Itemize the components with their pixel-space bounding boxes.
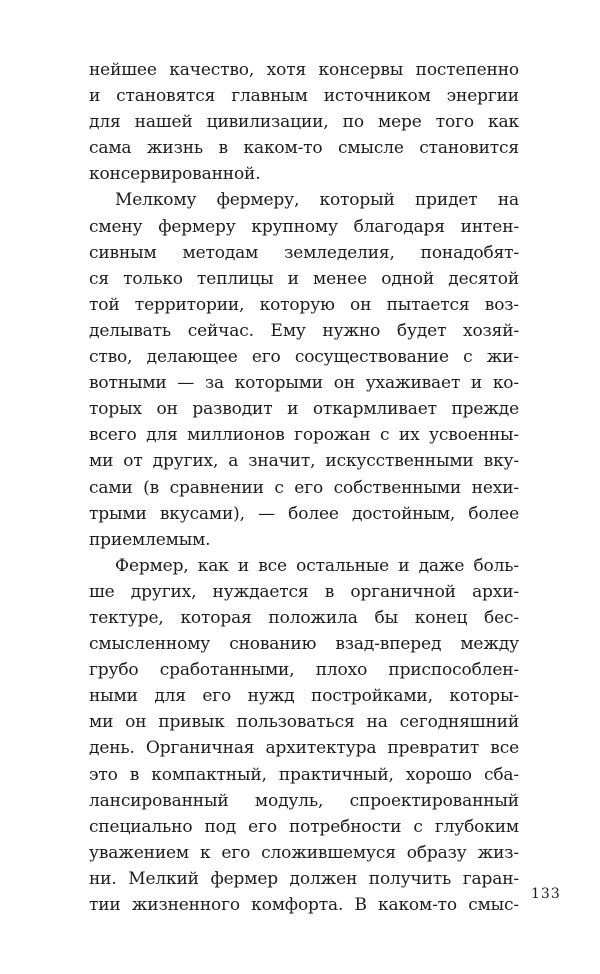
text-line: ся только теплицы и менее одной десятой xyxy=(89,268,519,289)
text-line: специально под его потребности с глубоким xyxy=(89,816,519,837)
text-line: уважением к его сложившемуся образу жиз- xyxy=(89,842,519,863)
text-line: и становятся главным источником энергии xyxy=(89,86,519,107)
text-line: всего для миллионов горожан с их усвоенны- xyxy=(89,425,519,446)
text-line: тии жизненного комфорта. В каком-то смыс- xyxy=(89,895,519,915)
text-line: трыми вкусами), — более достойным, более xyxy=(89,503,519,524)
text-line: той территории, которую он пытается воз- xyxy=(89,294,519,315)
text-line: тектуре, которая положила бы конец бес- xyxy=(89,607,519,628)
text-line: ни. Мелкий фермер должен получить гаран- xyxy=(89,868,519,889)
text-line: смысленному снованию взад-вперед между xyxy=(89,634,519,655)
text-line: сивным методам земледелия, понадобят- xyxy=(89,242,519,263)
text-line: ными для его нужд постройками, которы- xyxy=(89,686,519,707)
text-line: вотными — за которыми он ухаживает и ко- xyxy=(89,373,519,394)
text-line: лансированный модуль, спроектированный xyxy=(89,790,519,811)
text-line: делывать сейчас. Ему нужно будет хозяй- xyxy=(89,320,519,341)
text-line: ми от других, а значит, искусственными вку- xyxy=(89,451,519,472)
text-line: день. Органичная архитектура превратит все xyxy=(89,738,519,759)
text-line: Мелкому фермеру, который придет на xyxy=(115,190,519,211)
text-line: нейшее качество, хотя консервы постепенно xyxy=(89,60,519,80)
text-line: сами (в сравнении с его собственными нехи- xyxy=(89,477,519,498)
text-line: смену фермеру крупному благодаря интен- xyxy=(89,216,519,237)
page-number: 133 xyxy=(531,886,561,902)
text-line: для нашей цивилизации, по мере того как xyxy=(89,112,519,133)
text-line: сама жизнь в каком-то смысле становится xyxy=(89,138,519,159)
text-line: грубо сработанными, плохо приспособлен- xyxy=(89,660,519,681)
text-line: Фермер, как и все остальные и даже боль- xyxy=(115,555,519,576)
body-text xyxy=(89,57,519,918)
text-line: торых он разводит и откармливает прежде xyxy=(89,399,519,420)
text-line: ше других, нуждается в органичной архи- xyxy=(89,581,519,602)
text-line: консервированной. xyxy=(89,164,261,185)
text-line: ство, делающее его сосуществование с жи- xyxy=(89,347,519,368)
text-line: это в компактный, практичный, хорошо сба- xyxy=(89,764,519,785)
text-line: приемлемым. xyxy=(89,529,211,550)
text-line: ми он привык пользоваться на сегодняшний xyxy=(89,712,519,733)
